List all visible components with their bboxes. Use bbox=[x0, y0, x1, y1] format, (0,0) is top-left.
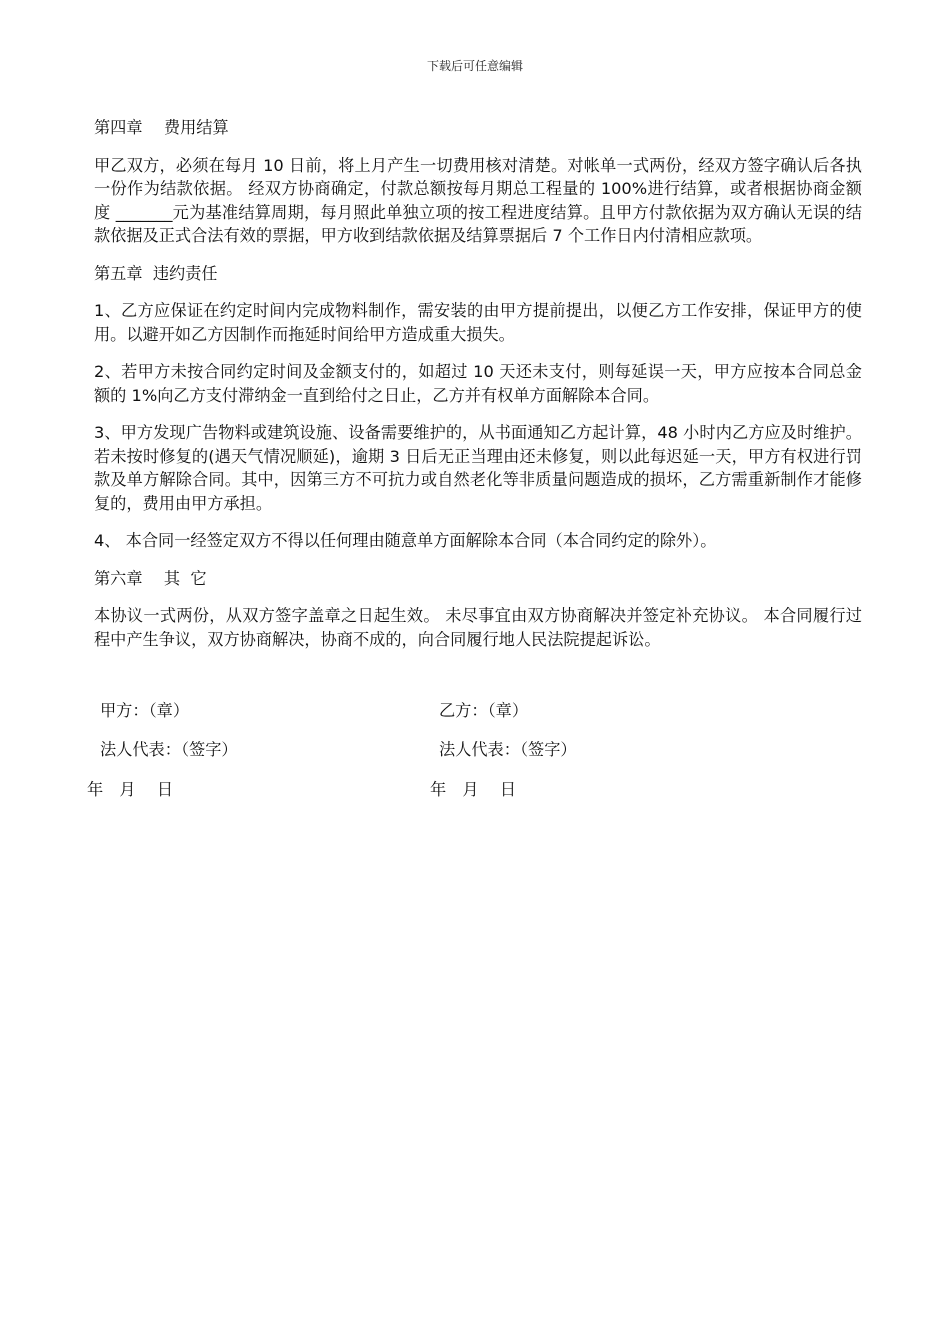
clause-2: 2、若甲方未按合同约定时间及金额支付的，如超过 10 天还未支付，则每延误一天，甲方应按本合同总金额的 1%向乙方支付滞纳金一直到给付之日止，乙方并有权单方面解除本合同。 bbox=[94, 362, 862, 405]
contract-body bbox=[94, 116, 862, 665]
chapter-6-body: 本协议一式两份，从双方签字盖章之日起生效。 未尽事宜由双方协商解决并签定补充协议。 本合同履行过程中产生争议，双方协商解决，协商不成的，向合同履行地人民法院提起诉讼。 bbox=[94, 606, 862, 649]
party-b-date: 年 月 日 bbox=[430, 780, 517, 799]
chapter-4-title: 第四章 费用结算 bbox=[94, 118, 229, 137]
clause-1: 1、乙方应保证在约定时间内完成物料制作，需安装的由甲方提前提出，以便乙方工作安排，保证甲方的使用。以避开如乙方因制作而拖延时间给甲方造成重大损失。 bbox=[94, 301, 862, 344]
page-header: 下载后可任意编辑 bbox=[426, 59, 523, 73]
clause-3: 3、甲方发现广告物料或建筑设施、设备需要维护的，从书面通知乙方起计算，48 小时内乙方应及时维护。若未按时修复的(遇天气情况顺延)，逾期 3 日后无正当理由还未修复，则以此每迟延一天，甲方有权进行罚款及单方解除合同。其中，因第三方不可抗力或自然老化等非质量问题造成的损坏，乙方需重新制作才能修复的，费用由甲方承担。 bbox=[94, 423, 862, 513]
party-a-date: 年 月 日 bbox=[87, 780, 174, 799]
party-a-representative: 法人代表：（签字） bbox=[100, 740, 238, 759]
clause-4: 4、 本合同一经签定双方不得以任何理由随意单方面解除本合同（本合同约定的除外）。 bbox=[94, 531, 717, 550]
party-b-representative: 法人代表：（签字） bbox=[439, 740, 577, 759]
party-a-seal: 甲方：（章） bbox=[100, 701, 190, 720]
party-b-seal: 乙方：（章） bbox=[439, 701, 529, 720]
chapter-6-title: 第六章 其 它 bbox=[94, 568, 207, 588]
chapter-5-title: 第五章 违约责任 bbox=[94, 263, 218, 283]
chapter-4-body: 甲乙双方，必须在每月 10 日前，将上月产生一切费用核对清楚。对帐单一式两份，经双方签字确认后各执一份作为结款依据。 经双方协商确定，付款总额按每月期总工程量的 100%进行结算，或者根据协商金额度 _______元为基准结算周期，每月照此单独立项的按工程进度结算。且甲方付款依据为双方确认无误的结款依据及正式合法有效的票据，甲方收到结款依据及结算票据后 7 个工作日内付清相应款项。 bbox=[94, 155, 862, 245]
